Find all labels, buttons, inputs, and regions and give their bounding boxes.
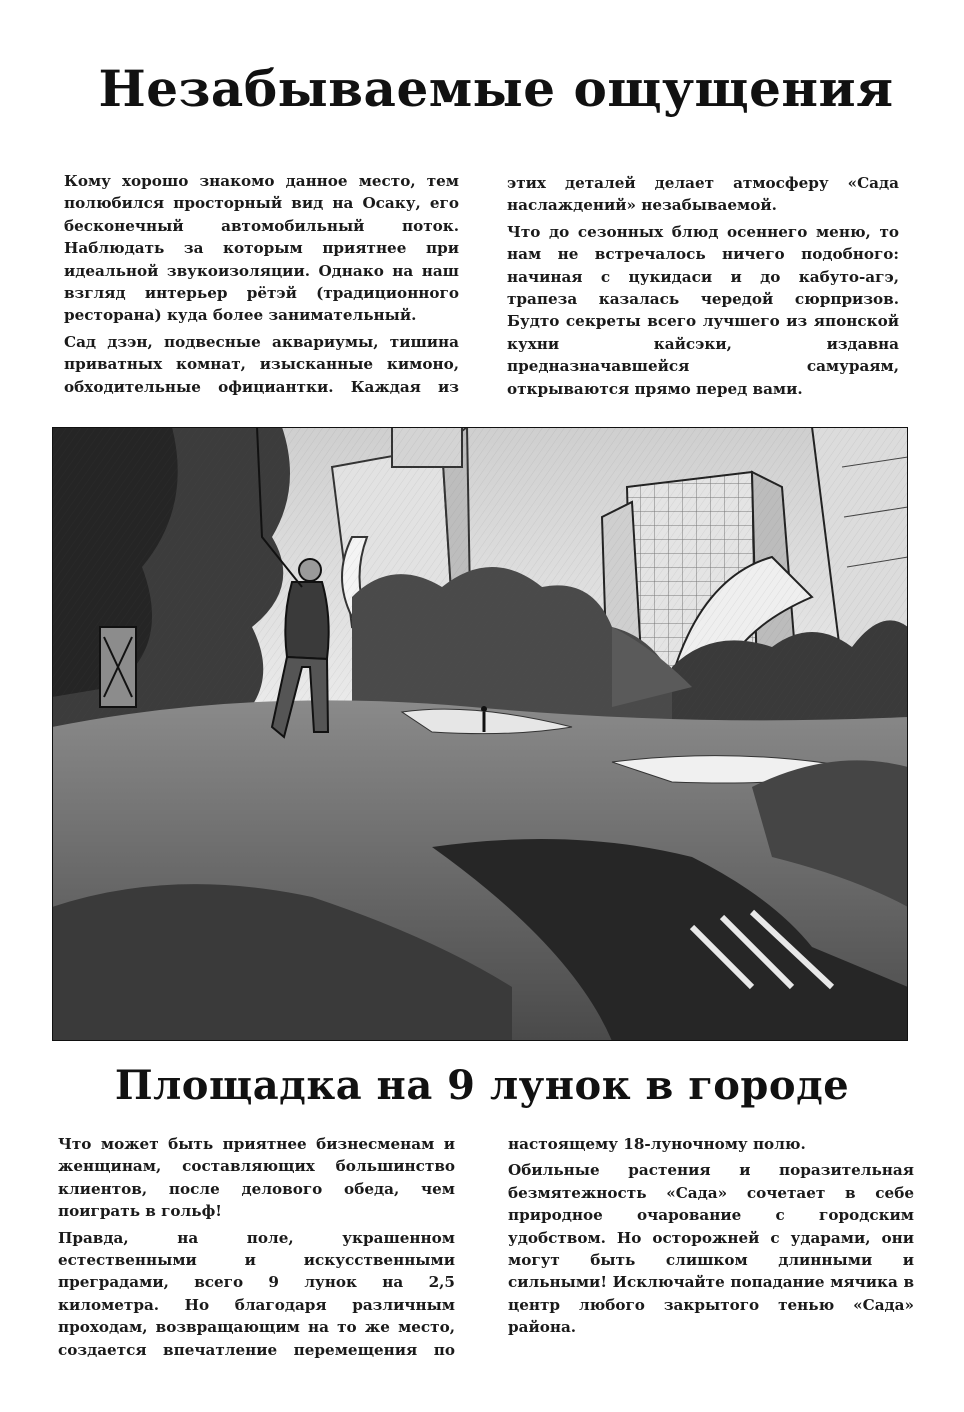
article-column-left-top [64, 170, 459, 402]
golf-course-illustration [52, 427, 908, 1041]
page-title: Незабываемые ощущения [98, 59, 894, 118]
paragraph: этих деталей делает атмосферу «Сада наслаждений» незабываемой. [507, 174, 899, 215]
paragraph: Что может быть приятнее бизнесменам и женщинам, составляющих большинство клиентов, после делового обеда, чем поиграть в гольф! [58, 1135, 455, 1221]
tree-line [52, 427, 908, 757]
paragraph: Правда, на поле, украшенном естественными и искусственными преградами, всего 9 лунок на 2,5 километра. Но благодаря различным проходам, возвращающим на то же место, создается впечатление перемещения по [58, 1228, 455, 1359]
paragraph: Обильные растения и поразительная безмятежность «Сада» сочетает в себе природное очарование с городским удобством. Но осторожней с ударами, они могут быть слишком длинными и сильными! Исключайте попадание мячика в центр любого закрытого тенью «Сада» района. [508, 1161, 914, 1337]
paragraph: Сад дзэн, подвесные аквариумы, тишина приватных комнат, изысканные кимоно, обходительные официантки. Каждая из [64, 332, 459, 396]
paragraph: Что до сезонных блюд осеннего меню, то нам не встречалось ничего подобного: начиная с цукидаси и до кабуто-агэ, трапеза казалась чередой сюрпризов. Будто секреты всего лучшего из японской кухни кайсэки, издавна предназначавшейся самураям, открываются прямо перед вами. [507, 222, 899, 398]
article-column-left-bottom [58, 1133, 455, 1365]
article-column-right-top [507, 172, 899, 404]
paragraph: Кому хорошо знакомо данное место, тем полюбился просторный вид на Осаку, его бесконечный автомобильный поток. Наблюдать за которым приятнее при идеальной звукоизоляции. Однако на наш взгляд интерьер рётэй (традиционного ресторана) куда более занимательный. [64, 172, 459, 325]
section-title: Площадка на 9 лунок в городе [114, 1062, 850, 1109]
paragraph: настоящему 18-луночному полю. [508, 1135, 806, 1153]
article-column-right-bottom [508, 1133, 914, 1343]
golf-bag [100, 627, 136, 707]
